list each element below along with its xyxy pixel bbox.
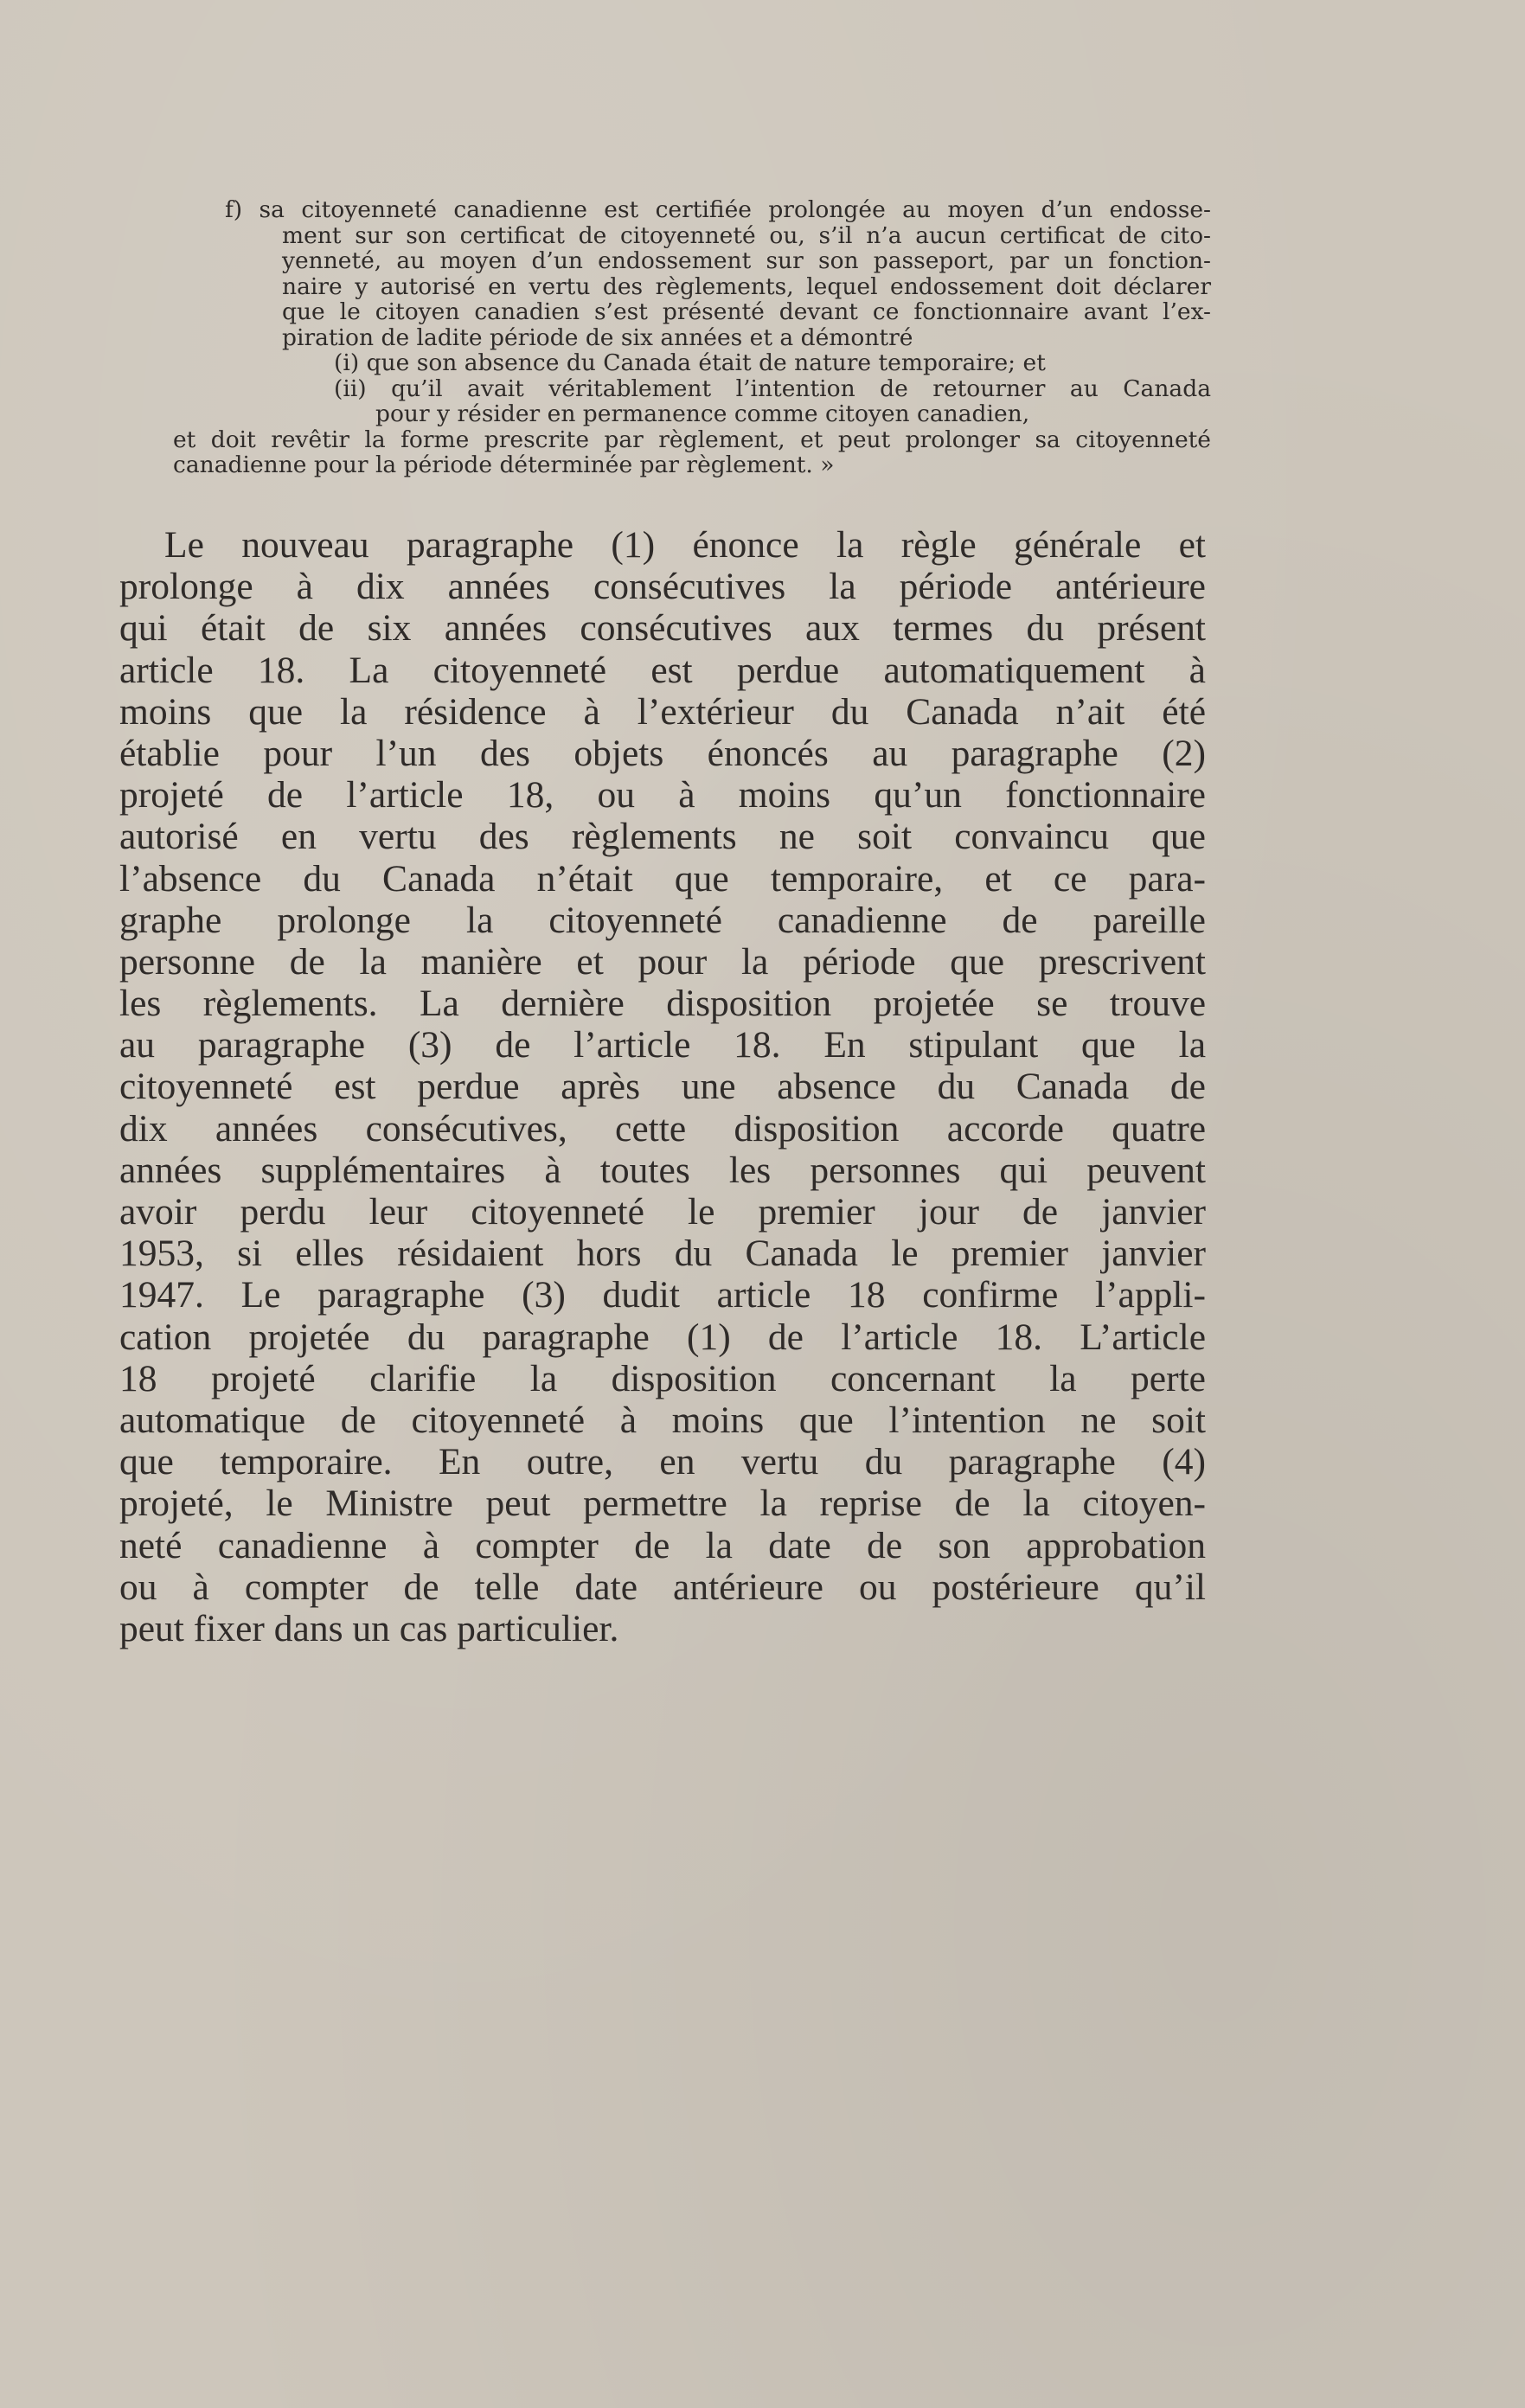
paragraph-line: moins que la résidence à l’extérieur du Canada n’ait été xyxy=(119,690,1206,733)
paragraph-line: que temporaire. En outre, en vertu du paragraphe (4) xyxy=(119,1441,1206,1483)
quote-line: naire y autorisé en vertu des règlements, lequel endossement doit déclarer xyxy=(282,272,1211,300)
paragraph-line: les règlements. La dernière disposition projetée se trouve xyxy=(119,983,1206,1025)
quote-line: f) sa citoyenneté canadienne est certifiée prolongée au moyen d’un endosse- xyxy=(225,196,1211,223)
paragraph-line: projeté, le Ministre peut permettre la reprise de la citoyen- xyxy=(119,1483,1206,1525)
paragraph-line: neté canadienne à compter de la date de son approbation xyxy=(119,1524,1206,1566)
paragraph-line: qui était de six années consécutives aux termes du présent xyxy=(119,607,1206,650)
paragraph-line: au paragraphe (3) de l’article 18. En stipulant que la xyxy=(119,1024,1206,1066)
quote-line: ment sur son certificat de citoyenneté ou, s’il n’a aucun certificat de cito- xyxy=(282,221,1211,249)
quoted-clause-f xyxy=(173,197,1211,478)
paragraph-line: années supplémentaires à toutes les personnes qui peuvent xyxy=(119,1149,1206,1191)
paragraph-line: projeté de l’article 18, ou à moins qu’un fonctionnaire xyxy=(119,774,1206,817)
paragraph-line: 1947. Le paragraphe (3) dudit article 18 confirme l’appli- xyxy=(119,1274,1206,1316)
quote-line: et doit revêtir la forme prescrite par règlement, et peut prolonger sa citoyenneté xyxy=(173,426,1211,453)
quote-line: pour y résider en permanence comme citoyen canadien, xyxy=(375,400,1030,427)
quote-line: piration de ladite période de six années et a démontré xyxy=(282,323,913,351)
paragraph-line: citoyenneté est perdue après une absence du Canada de xyxy=(119,1066,1206,1108)
paragraph-line: automatique de citoyenneté à moins que l’intention ne soit xyxy=(119,1399,1206,1441)
paragraph-line: 1953, si elles résidaient hors du Canada le premier janvier xyxy=(119,1233,1206,1275)
quote-item-i: (i) que son absence du Canada était de nature temporaire; et xyxy=(334,349,1046,376)
quote-line: que le citoyen canadien s’est présenté devant ce fonctionnaire avant l’ex- xyxy=(282,298,1211,325)
paragraph-line: 18 projeté clarifie la disposition concernant la perte xyxy=(119,1357,1206,1399)
paragraph-line: l’absence du Canada n’était que temporaire, et ce para- xyxy=(119,857,1206,900)
paragraph-line: ou à compter de telle date antérieure ou postérieure qu’il xyxy=(119,1566,1206,1608)
paragraph-line: dix années consécutives, cette disposition accorde quatre xyxy=(119,1107,1206,1150)
paragraph-line: avoir perdu leur citoyenneté le premier jour de janvier xyxy=(119,1191,1206,1233)
paragraph-line: article 18. La citoyenneté est perdue automatiquement à xyxy=(119,649,1206,691)
paragraph-line: peut fixer dans un cas particulier. xyxy=(119,1607,619,1649)
paragraph-line: graphe prolonge la citoyenneté canadienne de pareille xyxy=(119,899,1206,941)
paragraph-line: prolonge à dix années consécutives la période antérieure xyxy=(119,566,1206,608)
paragraph-line: personne de la manière et pour la période que prescrivent xyxy=(119,940,1206,983)
paragraph-line: établie pour l’un des objets énoncés au paragraphe (2) xyxy=(119,732,1206,774)
commentary-paragraph xyxy=(119,524,1206,1649)
paragraph-line: Le nouveau paragraphe (1) énonce la règle générale et xyxy=(164,524,1206,566)
paragraph-line: autorisé en vertu des règlements ne soit convaincu que xyxy=(119,816,1206,858)
quote-line: yenneté, au moyen d’un endossement sur son passeport, par un fonction- xyxy=(282,247,1211,274)
quote-line: canadienne pour la période déterminée par règlement. » xyxy=(173,452,835,478)
paragraph-line: cation projetée du paragraphe (1) de l’article 18. L’article xyxy=(119,1316,1206,1358)
quote-item-ii: (ii) qu’il avait véritablement l’intention de retourner au Canada xyxy=(334,375,1211,402)
